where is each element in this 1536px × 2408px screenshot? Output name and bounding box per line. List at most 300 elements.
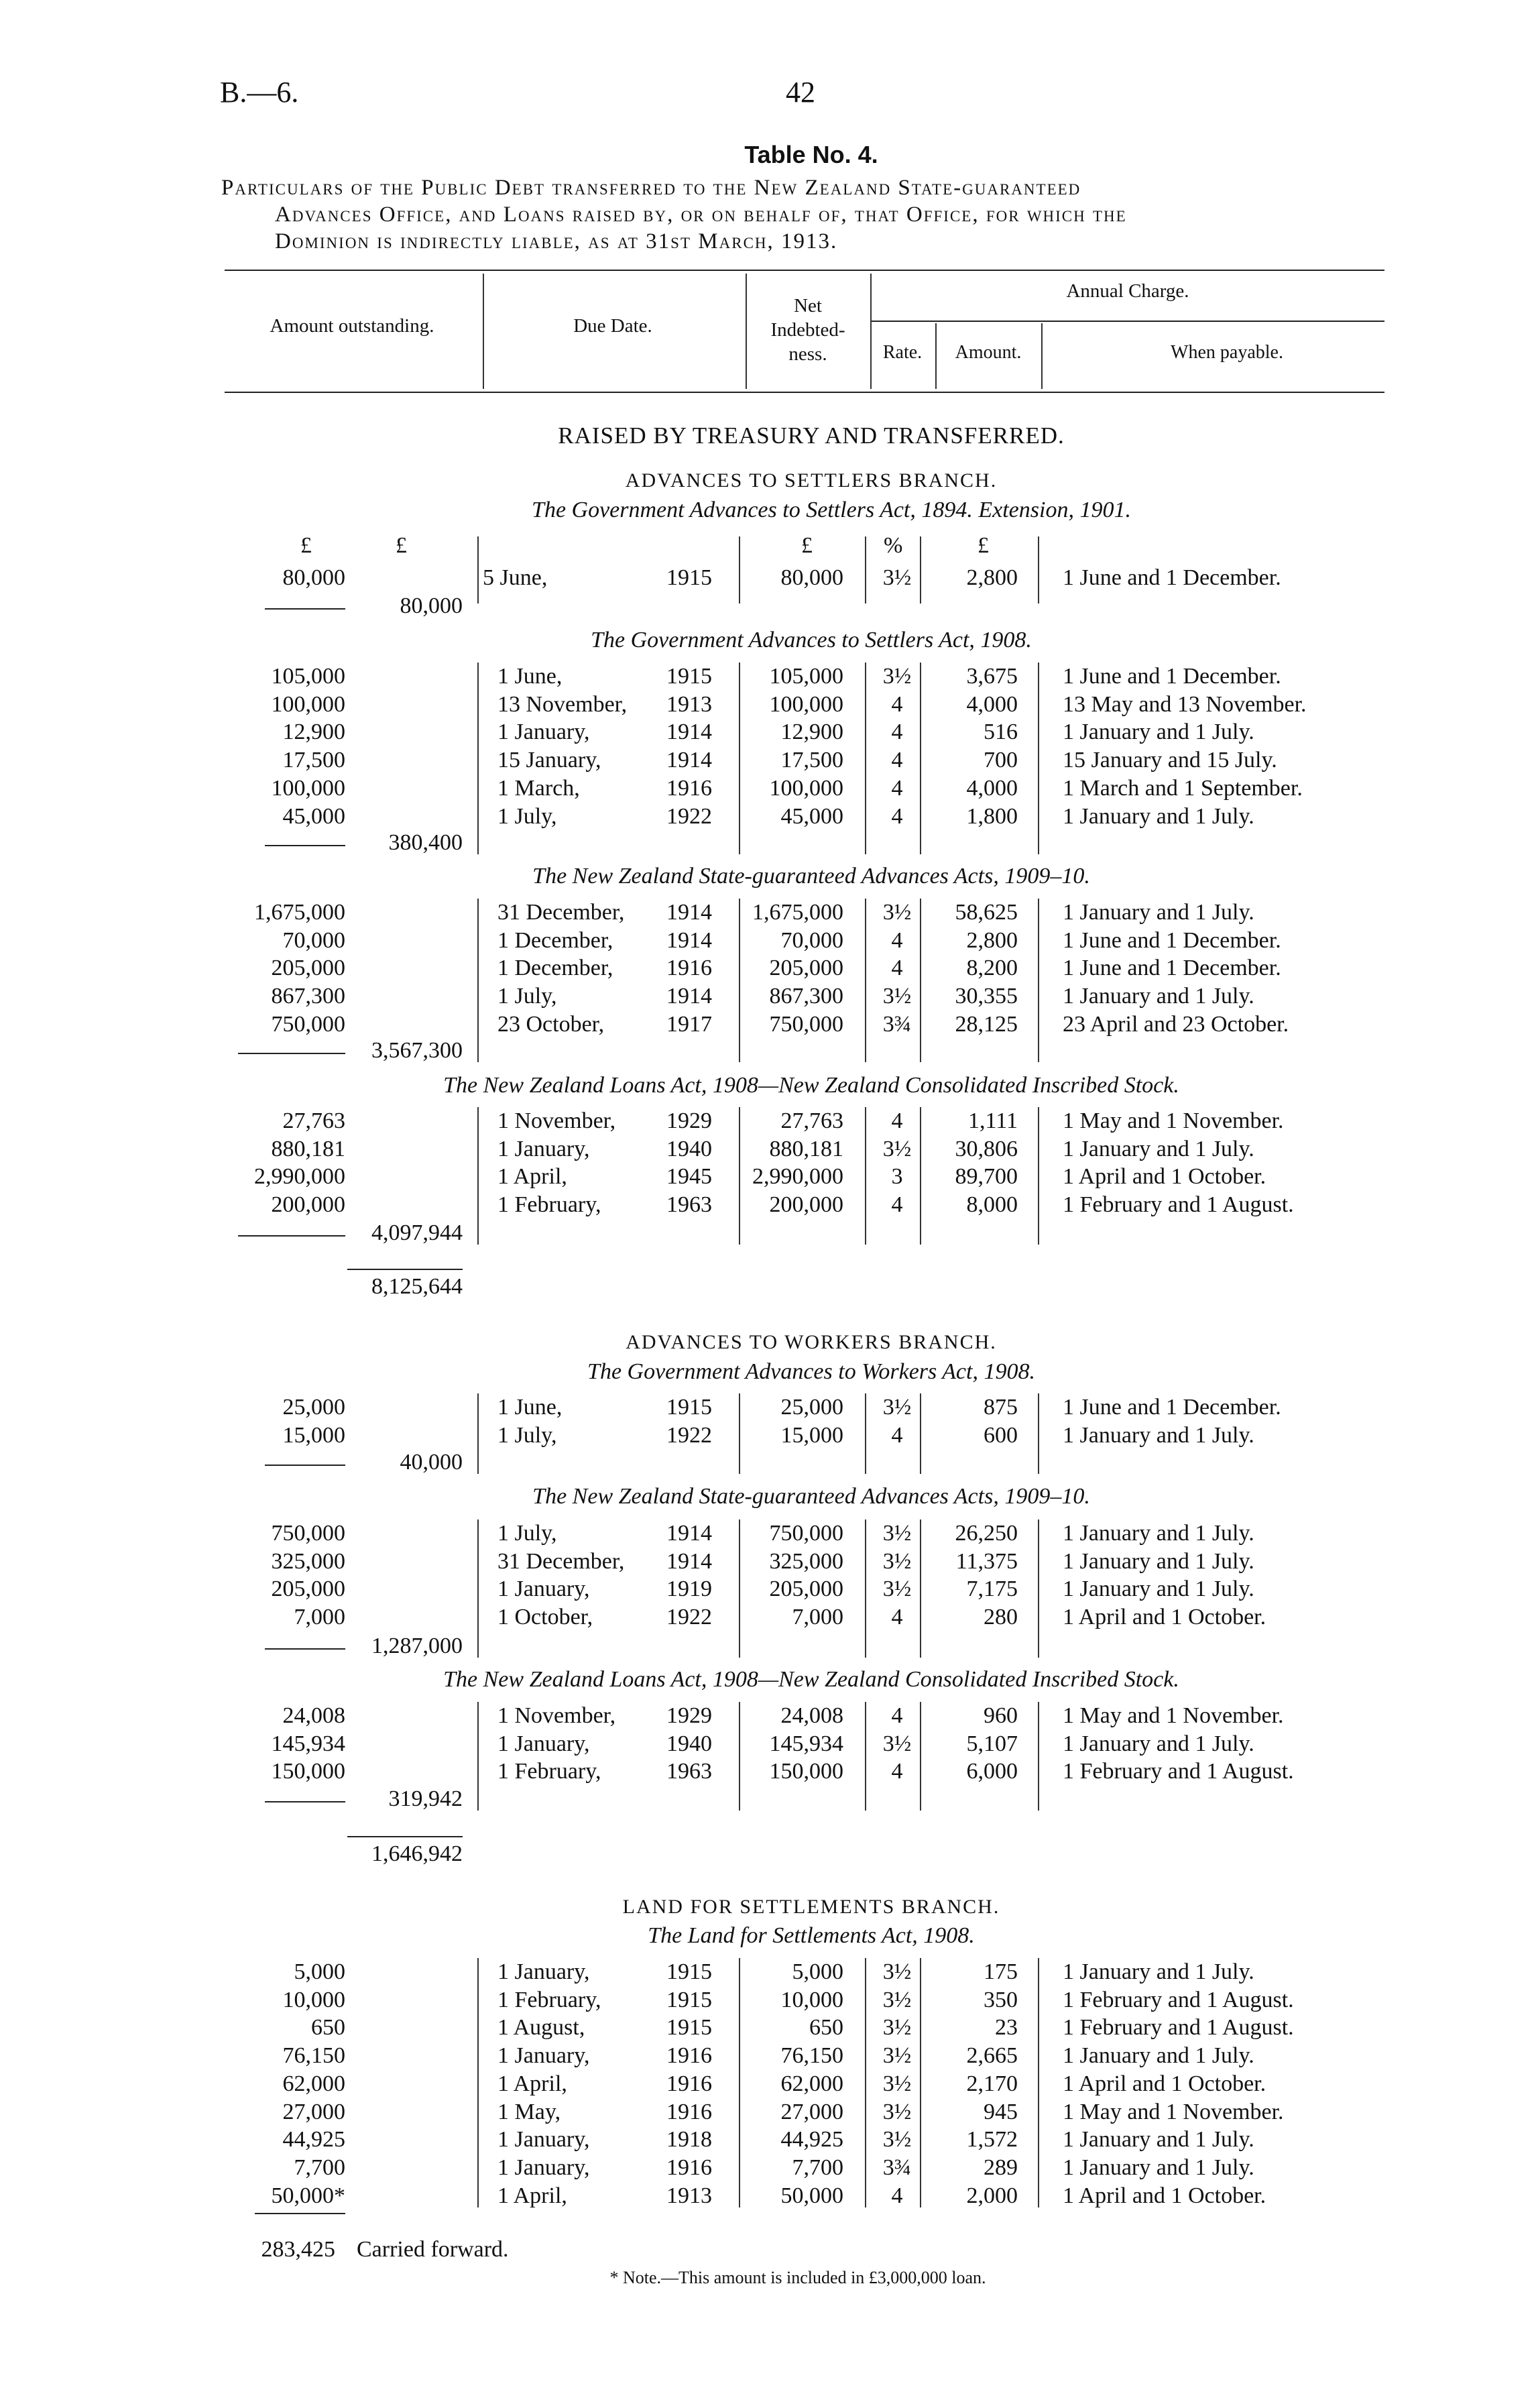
due-year-cell: 1914	[666, 984, 712, 1009]
when-payable-cell: 1 January and 1 July.	[1063, 1136, 1254, 1161]
due-year-cell: 1916	[666, 2099, 712, 2124]
body-col-divider	[865, 1958, 866, 2208]
due-date-cell: 1 July,	[497, 984, 557, 1009]
carried-forward-amount: 283,425	[261, 2237, 335, 2262]
when-payable-cell: 1 May and 1 November.	[1063, 1108, 1284, 1133]
charge-amount-cell: 175	[984, 1959, 1018, 1984]
charge-amount-cell: 89,700	[955, 1164, 1018, 1190]
due-date-cell: 1 February,	[497, 1987, 601, 2012]
act-title: The Government Advances to Workers Act, 1908.	[587, 1359, 1035, 1384]
due-date-cell: 1 January,	[497, 2043, 590, 2069]
due-date-cell: 1 March,	[497, 775, 580, 801]
due-year-cell: 1917	[666, 1011, 712, 1037]
rate-cell: 4	[891, 748, 903, 773]
charge-amount-cell: 1,800	[966, 803, 1018, 829]
amount-outstanding-cell: 24,008	[282, 1703, 345, 1728]
act-title: The Government Advances to Settlers Act, 1908.	[591, 628, 1032, 652]
rate-cell: 3¾	[882, 1011, 912, 1037]
net-indebtedness-cell: 5,000	[792, 1959, 843, 1984]
due-date-cell: 1 December,	[497, 956, 613, 981]
due-date-cell: 1 June,	[497, 1395, 563, 1420]
due-year-cell: 1918	[666, 2127, 712, 2153]
due-date-cell: 1 April,	[497, 2183, 567, 2208]
group-subtotal: 40,000	[400, 1450, 463, 1475]
charge-amount-cell: 960	[984, 1703, 1018, 1728]
body-col-divider	[865, 1107, 866, 1245]
due-year-cell: 1913	[666, 2183, 712, 2208]
when-payable-cell: 1 January and 1 July.	[1063, 1731, 1254, 1756]
rate-cell: 3½	[882, 984, 912, 1009]
rate-cell: 4	[891, 1192, 903, 1218]
page-number: 42	[786, 76, 815, 109]
due-year-cell: 1914	[666, 720, 712, 745]
rate-cell: 4	[891, 1108, 903, 1133]
amount-outstanding-cell: 200,000	[271, 1192, 345, 1218]
rate-cell: 3½	[882, 2127, 912, 2153]
due-year-cell: 1914	[666, 1548, 712, 1574]
due-date-cell: 15 January,	[497, 748, 601, 773]
amount-outstanding-cell: 150,000	[271, 1759, 345, 1784]
group-subtotal: 1,287,000	[371, 1633, 463, 1658]
due-year-cell: 1916	[666, 956, 712, 981]
when-payable-cell: 23 April and 23 October.	[1063, 1011, 1289, 1037]
net-indebtedness-cell: 80,000	[780, 565, 843, 590]
amount-outstanding-cell: 80,000	[282, 565, 345, 590]
charge-amount-cell: 2,665	[966, 2043, 1018, 2069]
rate-cell: 3½	[882, 565, 912, 590]
net-indebtedness-cell: 880,181	[769, 1136, 843, 1161]
net-indebtedness-cell: 10,000	[780, 1987, 843, 2012]
body-col-divider	[477, 536, 479, 604]
amount-outstanding-cell: 7,000	[294, 1605, 345, 1630]
body-col-divider	[920, 1107, 921, 1245]
when-payable-cell: 1 January and 1 July.	[1063, 1959, 1254, 1984]
charge-amount-cell: 3,675	[966, 664, 1018, 689]
when-payable-cell: 1 February and 1 August.	[1063, 1192, 1294, 1218]
subtotal-dash	[265, 1648, 345, 1650]
amount-outstanding-cell: 750,000	[271, 1521, 345, 1546]
rate-cell: 3½	[882, 1136, 912, 1161]
column-header-due-date: Due Date.	[573, 315, 652, 337]
rate-cell: 3½	[882, 2043, 912, 2069]
branch-total: 8,125,644	[371, 1274, 463, 1299]
body-col-divider	[477, 1393, 479, 1474]
act-title: The New Zealand State-guaranteed Advances Acts, 1909–10.	[532, 1484, 1090, 1509]
table-title: Table No. 4.	[744, 141, 878, 168]
group-subtotal: 4,097,944	[371, 1220, 463, 1245]
rate-cell: 3½	[882, 664, 912, 689]
amount-outstanding-cell: 205,000	[271, 956, 345, 981]
header-col-divider	[870, 274, 872, 389]
amount-outstanding-cell: 10,000	[282, 1987, 345, 2012]
charge-amount-cell: 6,000	[966, 1759, 1018, 1784]
amount-outstanding-cell: 15,000	[282, 1422, 345, 1448]
body-col-divider	[739, 899, 740, 1062]
amount-outstanding-cell: 650	[311, 2015, 345, 2041]
branch-total: 1,646,942	[371, 1841, 463, 1866]
net-indebtedness-cell: 24,008	[780, 1703, 843, 1728]
due-date-cell: 1 January,	[497, 1731, 590, 1756]
header-bottom-rule	[225, 392, 1384, 393]
charge-amount-cell: 350	[984, 1987, 1018, 2012]
charge-amount-cell: 11,375	[955, 1548, 1018, 1574]
total-rule	[347, 1836, 463, 1837]
net-indebtedness-cell: 62,000	[780, 2071, 843, 2096]
body-col-divider	[739, 1702, 740, 1811]
subtotal-dash	[265, 608, 345, 610]
amount-outstanding-cell: 100,000	[271, 691, 345, 717]
when-payable-cell: 1 January and 1 July.	[1063, 720, 1254, 745]
header-col-divider	[483, 274, 484, 389]
amount-outstanding-cell: 867,300	[271, 984, 345, 1009]
amount-outstanding-cell: 27,763	[282, 1108, 345, 1133]
body-col-divider	[920, 1520, 921, 1658]
charge-amount-cell: 875	[984, 1395, 1018, 1420]
when-payable-cell: 1 April and 1 October.	[1063, 1605, 1266, 1630]
amount-outstanding-cell: 145,934	[271, 1731, 345, 1756]
rate-cell: 3½	[882, 1959, 912, 1984]
column-header-amount: Amount.	[955, 342, 1022, 363]
body-col-divider	[1038, 1702, 1039, 1811]
net-indebtedness-cell: 205,000	[769, 956, 843, 981]
amount-outstanding-cell: 17,500	[282, 748, 345, 773]
when-payable-cell: 1 January and 1 July.	[1063, 984, 1254, 1009]
net-indebtedness-cell: 45,000	[780, 803, 843, 829]
column-header-net-indebtedness: ness.	[788, 343, 827, 365]
group-subtotal: 380,400	[388, 830, 463, 855]
charge-amount-cell: 516	[984, 720, 1018, 745]
when-payable-cell: 1 June and 1 December.	[1063, 1395, 1281, 1420]
net-indebtedness-cell: 100,000	[769, 775, 843, 801]
amount-outstanding-cell: 105,000	[271, 664, 345, 689]
rate-cell: 4	[891, 1605, 903, 1630]
due-year-cell: 1915	[666, 664, 712, 689]
due-date-cell: 1 October,	[497, 1605, 593, 1630]
amount-outstanding-cell: 880,181	[271, 1136, 345, 1161]
body-col-divider	[920, 1702, 921, 1811]
footnote: * Note.—This amount is included in £3,000,000 loan.	[609, 2268, 986, 2287]
table-subtitle-line: Dominion is indirectly liable, as at 31st March, 1913.	[275, 229, 838, 253]
body-col-divider	[739, 663, 740, 854]
when-payable-cell: 1 June and 1 December.	[1063, 664, 1281, 689]
charge-amount-cell: 700	[984, 748, 1018, 773]
rate-cell: 4	[891, 1422, 903, 1448]
charge-amount-cell: 1,572	[966, 2127, 1018, 2153]
rate-cell: 3½	[882, 2071, 912, 2096]
charge-amount-cell: 8,000	[966, 1192, 1018, 1218]
net-indebtedness-cell: 650	[809, 2015, 843, 2041]
when-payable-cell: 15 January and 15 July.	[1063, 748, 1277, 773]
when-payable-cell: 1 March and 1 September.	[1063, 775, 1303, 801]
due-date-cell: 1 January,	[497, 2127, 590, 2153]
due-year-cell: 1922	[666, 803, 712, 829]
due-date-cell: 1 May,	[497, 2099, 561, 2124]
net-indebtedness-cell: 44,925	[780, 2127, 843, 2153]
header-col-divider	[935, 323, 937, 389]
act-title: The New Zealand Loans Act, 1908—New Zealand Consolidated Inscribed Stock.	[443, 1073, 1179, 1098]
due-year-cell: 1940	[666, 1136, 712, 1161]
amount-outstanding-cell: 5,000	[294, 1959, 345, 1984]
when-payable-cell: 1 January and 1 July.	[1063, 1521, 1254, 1546]
amount-outstanding-cell: 70,000	[282, 927, 345, 953]
section-title: RAISED BY TREASURY AND TRANSFERRED.	[558, 422, 1065, 449]
amount-outstanding-cell: 325,000	[271, 1548, 345, 1574]
rate-cell: 3½	[882, 1731, 912, 1756]
act-title: The New Zealand State-guaranteed Advances Acts, 1909–10.	[532, 864, 1090, 888]
rate-cell: 3½	[882, 900, 912, 925]
charge-amount-cell: 289	[984, 2155, 1018, 2180]
currency-symbol: £	[801, 533, 813, 558]
body-col-divider	[739, 536, 740, 604]
when-payable-cell: 1 May and 1 November.	[1063, 1703, 1284, 1728]
when-payable-cell: 1 January and 1 July.	[1063, 1548, 1254, 1574]
column-header-rate: Rate.	[882, 342, 923, 363]
charge-amount-cell: 8,200	[966, 956, 1018, 981]
due-year-cell: 1914	[666, 1521, 712, 1546]
net-indebtedness-cell: 750,000	[769, 1521, 843, 1546]
due-date-cell: 1 August,	[497, 2015, 585, 2041]
group-subtotal: 80,000	[400, 593, 463, 618]
body-col-divider	[865, 1702, 866, 1811]
body-col-divider	[865, 1520, 866, 1658]
body-col-divider	[865, 536, 866, 604]
amount-outstanding-cell: 100,000	[271, 775, 345, 801]
when-payable-cell: 1 January and 1 July.	[1063, 1576, 1254, 1602]
column-header-when-payable: When payable.	[1171, 342, 1283, 363]
net-indebtedness-cell: 750,000	[769, 1011, 843, 1037]
amount-outstanding-cell: 45,000	[282, 803, 345, 829]
net-indebtedness-cell: 7,700	[792, 2155, 843, 2180]
rate-cell: 4	[891, 803, 903, 829]
amount-outstanding-cell: 750,000	[271, 1011, 345, 1037]
rate-cell: 4	[891, 1759, 903, 1784]
body-col-divider	[477, 1958, 479, 2208]
body-col-divider	[1038, 536, 1039, 604]
body-col-divider	[1038, 1958, 1039, 2208]
due-date-cell: 1 January,	[497, 720, 590, 745]
charge-amount-cell: 2,800	[966, 927, 1018, 953]
body-col-divider	[920, 663, 921, 854]
net-indebtedness-cell: 27,763	[780, 1108, 843, 1133]
net-indebtedness-cell: 867,300	[769, 984, 843, 1009]
charge-amount-cell: 4,000	[966, 775, 1018, 801]
due-year-cell: 1916	[666, 2155, 712, 2180]
currency-symbol: £	[300, 533, 312, 558]
net-indebtedness-cell: 325,000	[769, 1548, 843, 1574]
due-date-cell: 1 July,	[497, 1422, 557, 1448]
net-indebtedness-cell: 70,000	[780, 927, 843, 953]
charge-amount-cell: 58,625	[955, 900, 1018, 925]
body-col-divider	[920, 899, 921, 1062]
net-indebtedness-cell: 7,000	[792, 1605, 843, 1630]
branch-title: LAND FOR SETTLEMENTS BRANCH.	[622, 1896, 1000, 1918]
rate-cell: 4	[891, 2183, 903, 2208]
net-indebtedness-cell: 145,934	[769, 1731, 843, 1756]
amount-outstanding-cell: 76,150	[282, 2043, 345, 2069]
header-col-divider	[1041, 323, 1043, 389]
when-payable-cell: 1 January and 1 July.	[1063, 1422, 1254, 1448]
when-payable-cell: 1 May and 1 November.	[1063, 2099, 1284, 2124]
due-date-cell: 1 January,	[497, 1136, 590, 1161]
due-date-cell: 1 January,	[497, 2155, 590, 2180]
branch-title: ADVANCES TO SETTLERS BRANCH.	[625, 469, 998, 492]
body-col-divider	[1038, 1520, 1039, 1658]
charge-amount-cell: 1,111	[968, 1108, 1018, 1133]
due-year-cell: 1914	[666, 900, 712, 925]
net-indebtedness-cell: 50,000	[780, 2183, 843, 2208]
charge-amount-cell: 30,806	[955, 1136, 1018, 1161]
when-payable-cell: 1 January and 1 July.	[1063, 2127, 1254, 2153]
net-indebtedness-cell: 2,990,000	[752, 1164, 843, 1190]
charge-amount-cell: 945	[984, 2099, 1018, 2124]
rate-cell: 4	[891, 956, 903, 981]
due-year-cell: 1914	[666, 748, 712, 773]
body-col-divider	[865, 663, 866, 854]
net-indebtedness-cell: 17,500	[780, 748, 843, 773]
due-date-cell: 5 June,	[483, 565, 548, 590]
currency-symbol: £	[978, 533, 989, 558]
rate-cell: 4	[891, 927, 903, 953]
act-title: The New Zealand Loans Act, 1908—New Zealand Consolidated Inscribed Stock.	[443, 1667, 1179, 1692]
due-date-cell: 1 July,	[497, 803, 557, 829]
amount-outstanding-cell: 205,000	[271, 1576, 345, 1602]
due-year-cell: 1915	[666, 1395, 712, 1420]
when-payable-cell: 1 January and 1 July.	[1063, 803, 1254, 829]
due-date-cell: 13 November,	[497, 691, 628, 717]
charge-amount-cell: 5,107	[966, 1731, 1018, 1756]
body-col-divider	[739, 1520, 740, 1658]
rate-cell: 3½	[882, 2015, 912, 2041]
annual-charge-rule	[870, 321, 1384, 322]
currency-symbol: £	[396, 533, 407, 558]
when-payable-cell: 1 February and 1 August.	[1063, 2015, 1294, 2041]
rate-cell: 3½	[882, 2099, 912, 2124]
column-header-annual-charge: Annual Charge.	[1066, 280, 1189, 302]
body-col-divider	[1038, 1393, 1039, 1474]
group-subtotal: 319,942	[388, 1786, 463, 1811]
total-rule	[347, 1269, 463, 1270]
amount-outstanding-cell: 50,000*	[271, 2183, 345, 2208]
body-col-divider	[1038, 899, 1039, 1062]
net-indebtedness-cell: 12,900	[780, 720, 843, 745]
due-date-cell: 1 February,	[497, 1192, 601, 1218]
when-payable-cell: 1 February and 1 August.	[1063, 1759, 1294, 1784]
when-payable-cell: 1 February and 1 August.	[1063, 1987, 1294, 2012]
rate-cell: 3½	[882, 1987, 912, 2012]
due-date-cell: 23 October,	[497, 1011, 605, 1037]
branch-title: ADVANCES TO WORKERS BRANCH.	[626, 1331, 997, 1353]
due-date-cell: 1 April,	[497, 2071, 567, 2096]
due-year-cell: 1914	[666, 927, 712, 953]
column-header-net-indebtedness: Net	[794, 295, 822, 317]
net-indebtedness-cell: 15,000	[780, 1422, 843, 1448]
due-year-cell: 1913	[666, 691, 712, 717]
due-year-cell: 1919	[666, 1576, 712, 1602]
body-col-divider	[920, 536, 921, 604]
body-col-divider	[477, 1107, 479, 1245]
net-indebtedness-cell: 1,675,000	[752, 900, 843, 925]
due-year-cell: 1915	[666, 1959, 712, 1984]
page-reference: B.—6.	[220, 76, 299, 109]
column-header-amount-outstanding: Amount outstanding.	[270, 315, 434, 337]
when-payable-cell: 1 January and 1 July.	[1063, 2043, 1254, 2069]
when-payable-cell: 1 June and 1 December.	[1063, 565, 1281, 590]
net-indebtedness-cell: 200,000	[769, 1192, 843, 1218]
body-col-divider	[477, 899, 479, 1062]
due-year-cell: 1915	[666, 565, 712, 590]
percent-symbol: %	[884, 533, 903, 558]
due-date-cell: 1 January,	[497, 1959, 590, 1984]
due-year-cell: 1929	[666, 1108, 712, 1133]
due-year-cell: 1916	[666, 2071, 712, 2096]
due-year-cell: 1929	[666, 1703, 712, 1728]
due-year-cell: 1945	[666, 1164, 712, 1190]
due-date-cell: 1 January,	[497, 1576, 590, 1602]
subtotal-dash	[265, 1801, 345, 1802]
rate-cell: 4	[891, 775, 903, 801]
body-col-divider	[477, 663, 479, 854]
when-payable-cell: 1 April and 1 October.	[1063, 2071, 1266, 2096]
due-year-cell: 1916	[666, 775, 712, 801]
rate-cell: 3	[891, 1164, 903, 1190]
rate-cell: 3¾	[882, 2155, 912, 2180]
amount-outstanding-cell: 25,000	[282, 1395, 345, 1420]
due-year-cell: 1922	[666, 1605, 712, 1630]
due-year-cell: 1915	[666, 2015, 712, 2041]
when-payable-cell: 1 April and 1 October.	[1063, 1164, 1266, 1190]
charge-amount-cell: 280	[984, 1605, 1018, 1630]
charge-amount-cell: 23	[995, 2015, 1018, 2041]
due-date-cell: 1 July,	[497, 1521, 557, 1546]
table-subtitle-line: Advances Office, and Loans raised by, or on behalf of, that Office, for which the	[275, 203, 1127, 227]
rate-cell: 3½	[882, 1521, 912, 1546]
net-indebtedness-cell: 76,150	[780, 2043, 843, 2069]
charge-amount-cell: 600	[984, 1422, 1018, 1448]
subtotal-dash	[238, 1235, 345, 1237]
rate-cell: 3½	[882, 1548, 912, 1574]
due-date-cell: 1 February,	[497, 1759, 601, 1784]
body-col-divider	[865, 899, 866, 1062]
body-col-divider	[865, 1393, 866, 1474]
header-top-rule	[225, 270, 1384, 271]
carried-forward-label: Carried forward.	[357, 2237, 509, 2262]
body-col-divider	[477, 1520, 479, 1658]
due-date-cell: 1 November,	[497, 1703, 616, 1728]
charge-amount-cell: 26,250	[955, 1521, 1018, 1546]
due-year-cell: 1963	[666, 1192, 712, 1218]
net-indebtedness-cell: 105,000	[769, 664, 843, 689]
group-subtotal: 3,567,300	[371, 1038, 463, 1063]
amount-outstanding-cell: 7,700	[294, 2155, 345, 2180]
body-col-divider	[739, 1958, 740, 2208]
body-col-divider	[739, 1393, 740, 1474]
rate-cell: 3½	[882, 1395, 912, 1420]
when-payable-cell: 1 April and 1 October.	[1063, 2183, 1266, 2208]
due-date-cell: 31 December,	[497, 900, 625, 925]
subtotal-dash	[265, 845, 345, 846]
act-title: The Land for Settlements Act, 1908.	[648, 1923, 975, 1948]
amount-outstanding-cell: 44,925	[282, 2127, 345, 2153]
charge-amount-cell: 30,355	[955, 984, 1018, 1009]
body-col-divider	[477, 1702, 479, 1811]
due-year-cell: 1916	[666, 2043, 712, 2069]
body-col-divider	[920, 1393, 921, 1474]
when-payable-cell: 13 May and 13 November.	[1063, 691, 1307, 717]
body-col-divider	[1038, 663, 1039, 854]
due-date-cell: 1 November,	[497, 1108, 616, 1133]
amount-outstanding-cell: 1,675,000	[254, 900, 345, 925]
charge-amount-cell: 28,125	[955, 1011, 1018, 1037]
